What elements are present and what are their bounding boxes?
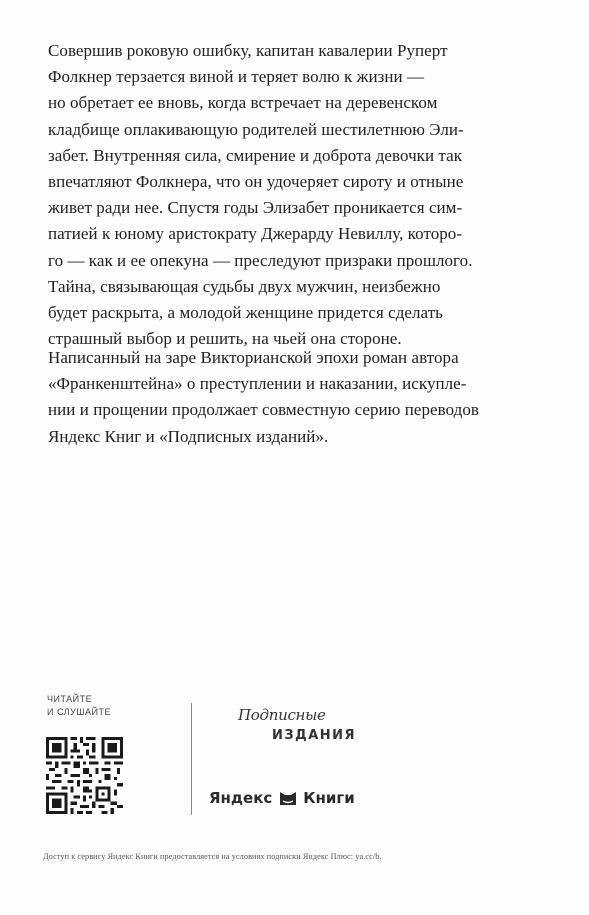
books-logo-word: Книги [303, 789, 355, 807]
description-paragraph-1 [48, 38, 558, 352]
vertical-divider [191, 703, 192, 815]
text-line: живет ради нее. Спустя годы Элизабет проникается сим- [48, 198, 463, 218]
description-paragraph-2 [48, 345, 558, 450]
text-line: впечатляют Фолкнера, что он удочеряет сироту и отныне [48, 172, 464, 192]
yandex-books-logo [209, 786, 355, 810]
text-line: «Франкенштейна» о преступлении и наказании, искупле- [48, 374, 467, 394]
logo-script-text: Подписные [238, 706, 326, 724]
footer-note: Доступ к сервису Яндекс Книги предоставляется на условиях подписки Яндекс Плюс: ya.cc/b. [43, 852, 382, 861]
text-line: патией к юному аристократу Джерарду Невиллу, которо- [48, 224, 463, 244]
read-label: ЧИТАЙТЕ [47, 694, 93, 704]
text-line: Яндекс Книг и «Подписных изданий». [48, 426, 329, 446]
text-line: забет. Внутренняя сила, смирение и доброта девочки так [48, 145, 463, 165]
yandex-logo-word: Яндекс [209, 789, 273, 807]
text-line: кладбище оплакивающую родителей шестилетнюю Эли- [48, 119, 464, 139]
text-line: Написанный на заре Викторианской эпохи роман автора [48, 348, 459, 367]
text-line: страшный выбор и решить, на чьей она стороне. [48, 329, 402, 349]
text-line: Тайна, связывающая судьбы двух мужчин, неизбежно [48, 276, 441, 296]
text-line: Совершив роковую ошибку, капитан кавалерии Руперт [48, 41, 448, 60]
qr-code-icon[interactable] [46, 737, 123, 814]
text-line: будет раскрыта, а молодой женщине придется сделать [48, 303, 443, 323]
text-line: Фолкнер терзается виной и теряет волю к жизни — [48, 67, 425, 87]
text-line: го — как и ее опекуна — преследуют призраки прошлого. [48, 250, 473, 270]
read-and-listen-label [47, 693, 111, 719]
cat-logo-icon [278, 788, 298, 808]
text-line: но обретает ее вновь, когда встречает на деревенском [48, 93, 438, 113]
podpisnye-izdaniya-logo [232, 706, 357, 750]
text-line: нии и прощении продолжает совместную серию переводов [48, 400, 479, 420]
listen-label: И СЛУШАЙТЕ [47, 707, 112, 717]
logo-caps-text: ИЗДАНИЯ [272, 728, 357, 743]
